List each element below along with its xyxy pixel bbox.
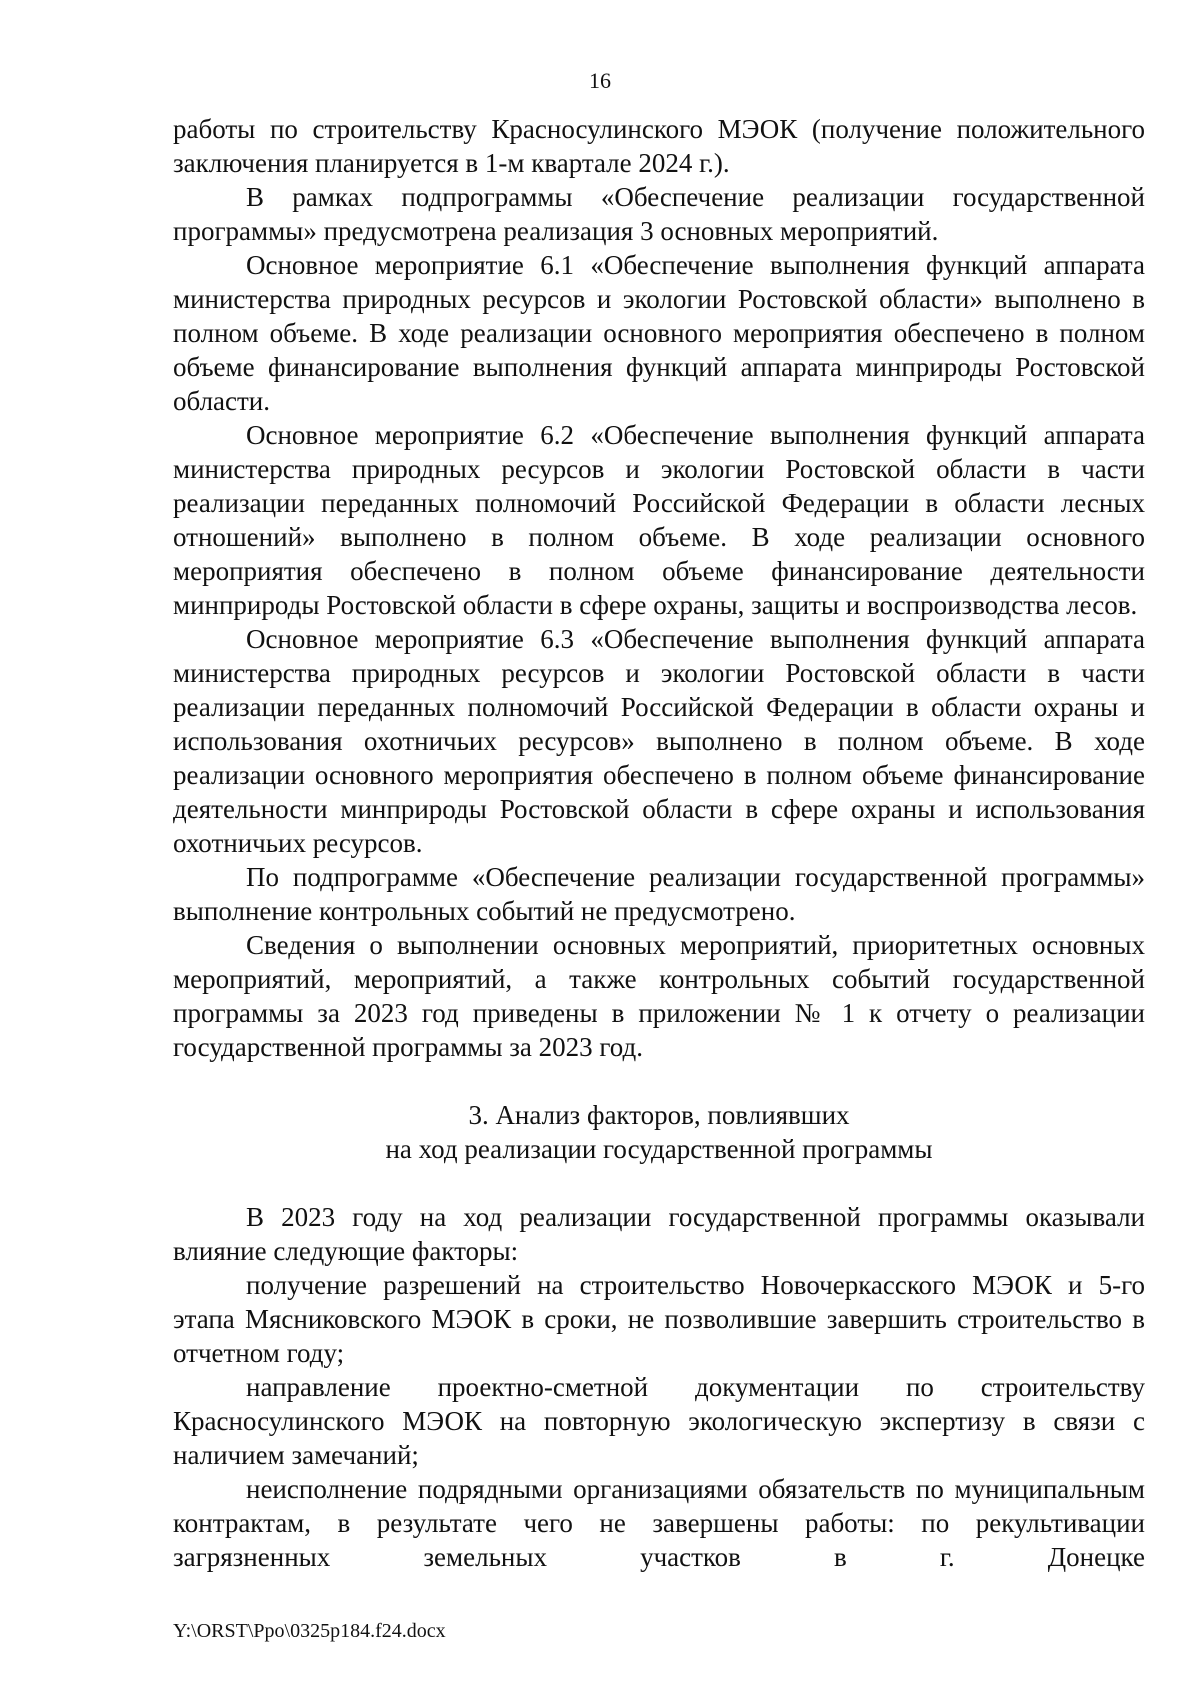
section-heading bbox=[173, 1098, 1145, 1166]
paragraph-control-events: По подпрограмме «Обеспечение реализации государственной программы» выполнение контрольных событий не предусмотрено. bbox=[173, 862, 1145, 926]
document-body bbox=[173, 112, 1145, 1574]
paragraph-factors-intro: В 2023 году на ход реализации государственной программы оказывали влияние следующие факторы: bbox=[173, 1202, 1145, 1266]
paragraph-appendix-reference: Сведения о выполнении основных мероприятий, приоритетных основных мероприятий, мероприятий, а также контрольных событий государственной программы за 2023 год приведены в приложении № 1 к отчету о реализации государственной программы за 2023 год. bbox=[173, 930, 1145, 1062]
paragraph-factor-permits: получение разрешений на строительство Новочеркасского МЭОК и 5-го этапа Мясниковского МЭОК в сроки, не позволившие завершить строительство в отчетном году; bbox=[173, 1270, 1145, 1368]
paragraph-measure-6-3: Основное мероприятие 6.3 «Обеспечение выполнения функций аппарата министерства природных ресурсов и экологии Ростовской области в части реализации переданных полномочий Российской Федерации в области охраны и использования охотничьих ресурсов» выполнено в полном объеме. В ходе реализации основного мероприятия обеспечено в полном объеме финансирование деятельности минприроды Ростовской области в сфере охраны и использования охотничьих ресурсов. bbox=[173, 624, 1145, 858]
paragraph-measure-6-2: Основное мероприятие 6.2 «Обеспечение выполнения функций аппарата министерства природных ресурсов и экологии Ростовской области в части реализации переданных полномочий Российской Федерации в области лесных отношений» выполнено в полном объеме. В ходе реализации основного мероприятия обеспечено в полном объеме финансирование деятельности минприроды Ростовской области в сфере охраны, защиты и воспроизводства лесов. bbox=[173, 420, 1145, 620]
paragraph-subprogram-intro: В рамках подпрограммы «Обеспечение реализации государственной программы» предусмотрена реализация 3 основных мероприятий. bbox=[173, 182, 1145, 246]
page-number: 16 bbox=[589, 68, 611, 93]
section-heading-line-1: 3. Анализ факторов, повлиявших bbox=[468, 1100, 850, 1130]
paragraph-continuation: работы по строительству Красносулинского МЭОК (получение положительного заключения планируется в 1-м квартале 2024 г.). bbox=[173, 114, 1145, 178]
paragraph-factor-expertise: направление проектно-сметной документации по строительству Красносулинского МЭОК на повторную экологическую экспертизу в связи с наличием замечаний; bbox=[173, 1372, 1145, 1470]
paragraph-measure-6-1: Основное мероприятие 6.1 «Обеспечение выполнения функций аппарата министерства природных ресурсов и экологии Ростовской области» выполнено в полном объеме. В ходе реализации основного мероприятия обеспечено в полном объеме финансирование выполнения функций аппарата минприроды Ростовской области. bbox=[173, 250, 1145, 416]
section-heading-line-2: на ход реализации государственной программы bbox=[385, 1134, 933, 1164]
file-path-footer: Y:\ORST\Ppo\0325p184.f24.docx bbox=[173, 1620, 446, 1642]
paragraph-factor-contractors: неисполнение подрядными организациями обязательств по муниципальным контрактам, в результате чего не завершены работы: по рекультивации загрязненных земельных участков в г. Донецке bbox=[173, 1474, 1145, 1572]
